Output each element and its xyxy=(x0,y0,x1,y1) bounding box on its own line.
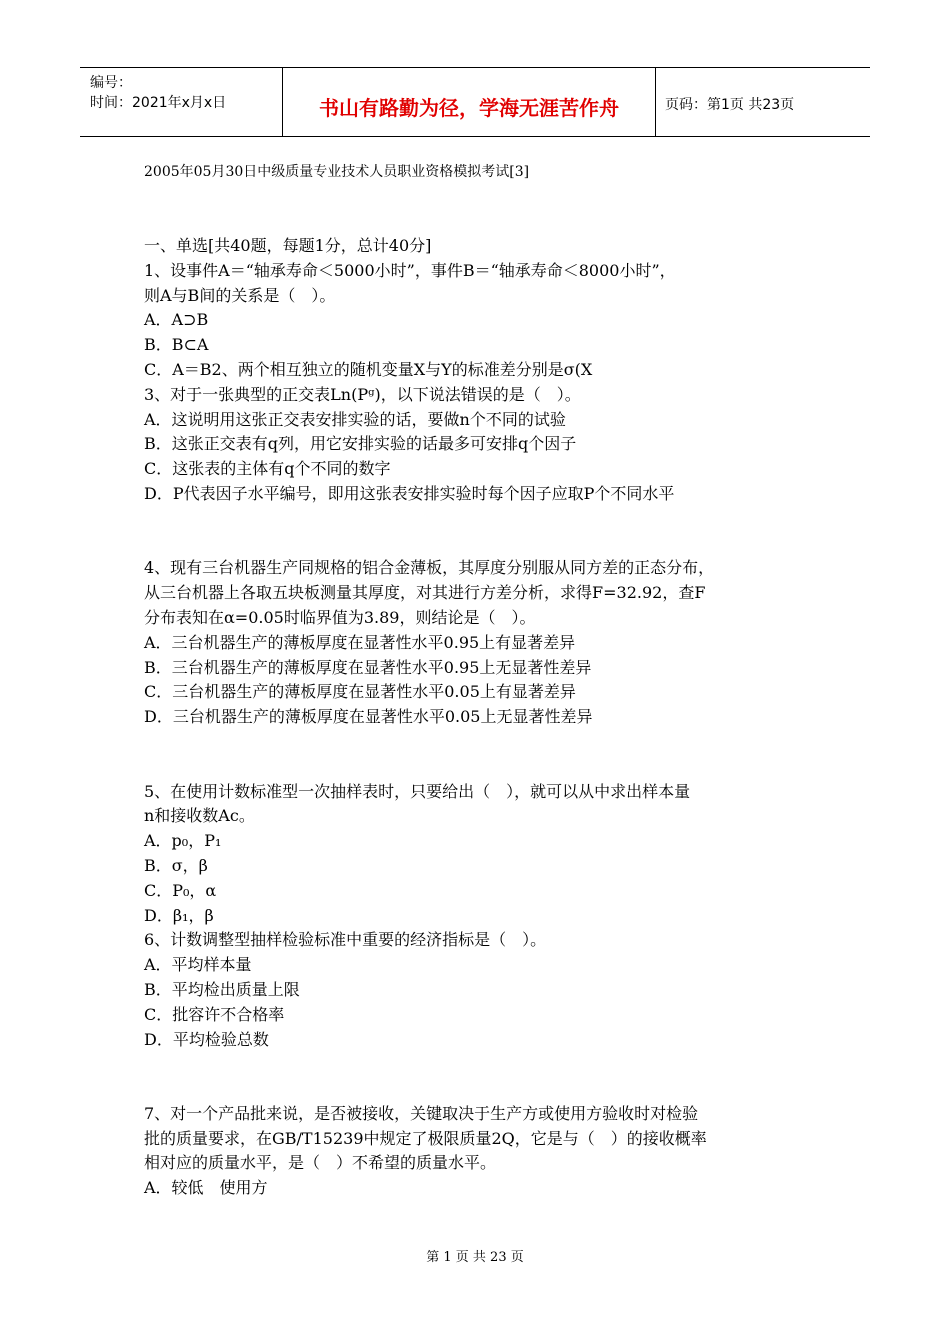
text-line: C．三台机器生产的薄板厚度在显著性水平0.05上有显著差异 xyxy=(144,682,576,702)
text-line: B．平均检出质量上限 xyxy=(144,979,300,999)
header-page-cell xyxy=(655,68,870,136)
text-line: C．这张表的主体有q个不同的数字 xyxy=(144,459,391,479)
blank-gap xyxy=(144,730,824,780)
document-number-label: 编号： xyxy=(90,75,132,91)
text-line: 6、计数调整型抽样检验标准中重要的经济指标是（ ）。 xyxy=(144,930,547,950)
text-line: D．三台机器生产的薄板厚度在显著性水平0.05上无显著性差异 xyxy=(144,707,593,727)
text-line: 一、单选[共40题，每题1分，总计40分] xyxy=(144,236,432,255)
document-date: 时间：2021年x月x日 xyxy=(90,95,227,111)
text-line: D．平均检验总数 xyxy=(144,1029,269,1049)
text-line: 从三台机器上各取五块板测量其厚度，对其进行方差分析，求得F=32.92，查F xyxy=(144,583,706,603)
text-line: 5、在使用计数标准型一次抽样表时，只要给出（ ），就可以从中求出样本量 xyxy=(144,781,691,801)
header-table xyxy=(80,67,870,137)
page-indicator: 页码：第1页 共23页 xyxy=(665,97,795,113)
text-line: C．A＝B2、两个相互独立的随机变量X与Y的标准差分别是σ(X xyxy=(144,359,593,379)
blank-gap xyxy=(144,507,824,557)
text-line: B．B⊂A xyxy=(144,335,209,355)
header-info-cell xyxy=(80,68,282,136)
text-line: 分布表知在α=0.05时临界值为3.89，则结论是（ ）。 xyxy=(144,607,536,627)
text-line: A．三台机器生产的薄板厚度在显著性水平0.95上有显著差异 xyxy=(144,632,576,652)
motto-text: 书山有路勤为径，学海无涯苦作舟 xyxy=(319,96,619,120)
text-line: 则A与B间的关系是（ ）。 xyxy=(144,285,336,305)
question-body xyxy=(144,234,824,1201)
text-line: A．p₀，P₁ xyxy=(144,831,222,851)
text-line: D．β₁，β xyxy=(144,905,214,925)
text-line: 1、设事件A＝“轴承寿命＜5000小时”，事件B＝“轴承寿命＜8000小时”， xyxy=(144,260,676,280)
text-line: A．平均样本量 xyxy=(144,955,252,975)
document-title: 2005年05月30日中级质量专业技术人员职业资格模拟考试[3] xyxy=(144,164,530,180)
text-line: 批的质量要求，在GB/T15239中规定了极限质量2Q，它是与（ ）的接收概率 xyxy=(144,1128,707,1148)
page-footer: 第 1 页 共 23 页 xyxy=(426,1250,524,1265)
text-line: C．P₀，α xyxy=(144,880,217,900)
blank-gap xyxy=(144,1052,824,1102)
text-line: D．P代表因子水平编号，即用这张表安排实验时每个因子应取P个不同水平 xyxy=(144,483,675,503)
header-motto-cell xyxy=(282,68,656,136)
text-line: A．较低 使用方 xyxy=(144,1178,268,1198)
text-line: 4、现有三台机器生产同规格的铝合金薄板，其厚度分别服从同方差的正态分布， xyxy=(144,558,715,578)
text-line: 相对应的质量水平，是（ ）不希望的质量水平。 xyxy=(144,1153,497,1173)
text-line: B．三台机器生产的薄板厚度在显著性水平0.95上无显著性差异 xyxy=(144,657,592,677)
text-line: B．这张正交表有q列，用它安排实验的话最多可安排q个因子 xyxy=(144,434,577,454)
text-line: 3、对于一张典型的正交表Ln(Pᵍ)，以下说法错误的是（ ）。 xyxy=(144,384,581,404)
text-line: C．批容许不合格率 xyxy=(144,1004,285,1024)
text-line: 7、对一个产品批来说，是否被接收，关键取决于生产方或使用方验收时对检验 xyxy=(144,1103,699,1123)
text-line: n和接收数Ac。 xyxy=(144,806,255,826)
text-line: A．A⊃B xyxy=(144,310,209,330)
text-line: A．这说明用这张正交表安排实验的话，要做n个不同的试验 xyxy=(144,409,566,429)
text-line: B．σ，β xyxy=(144,855,208,875)
